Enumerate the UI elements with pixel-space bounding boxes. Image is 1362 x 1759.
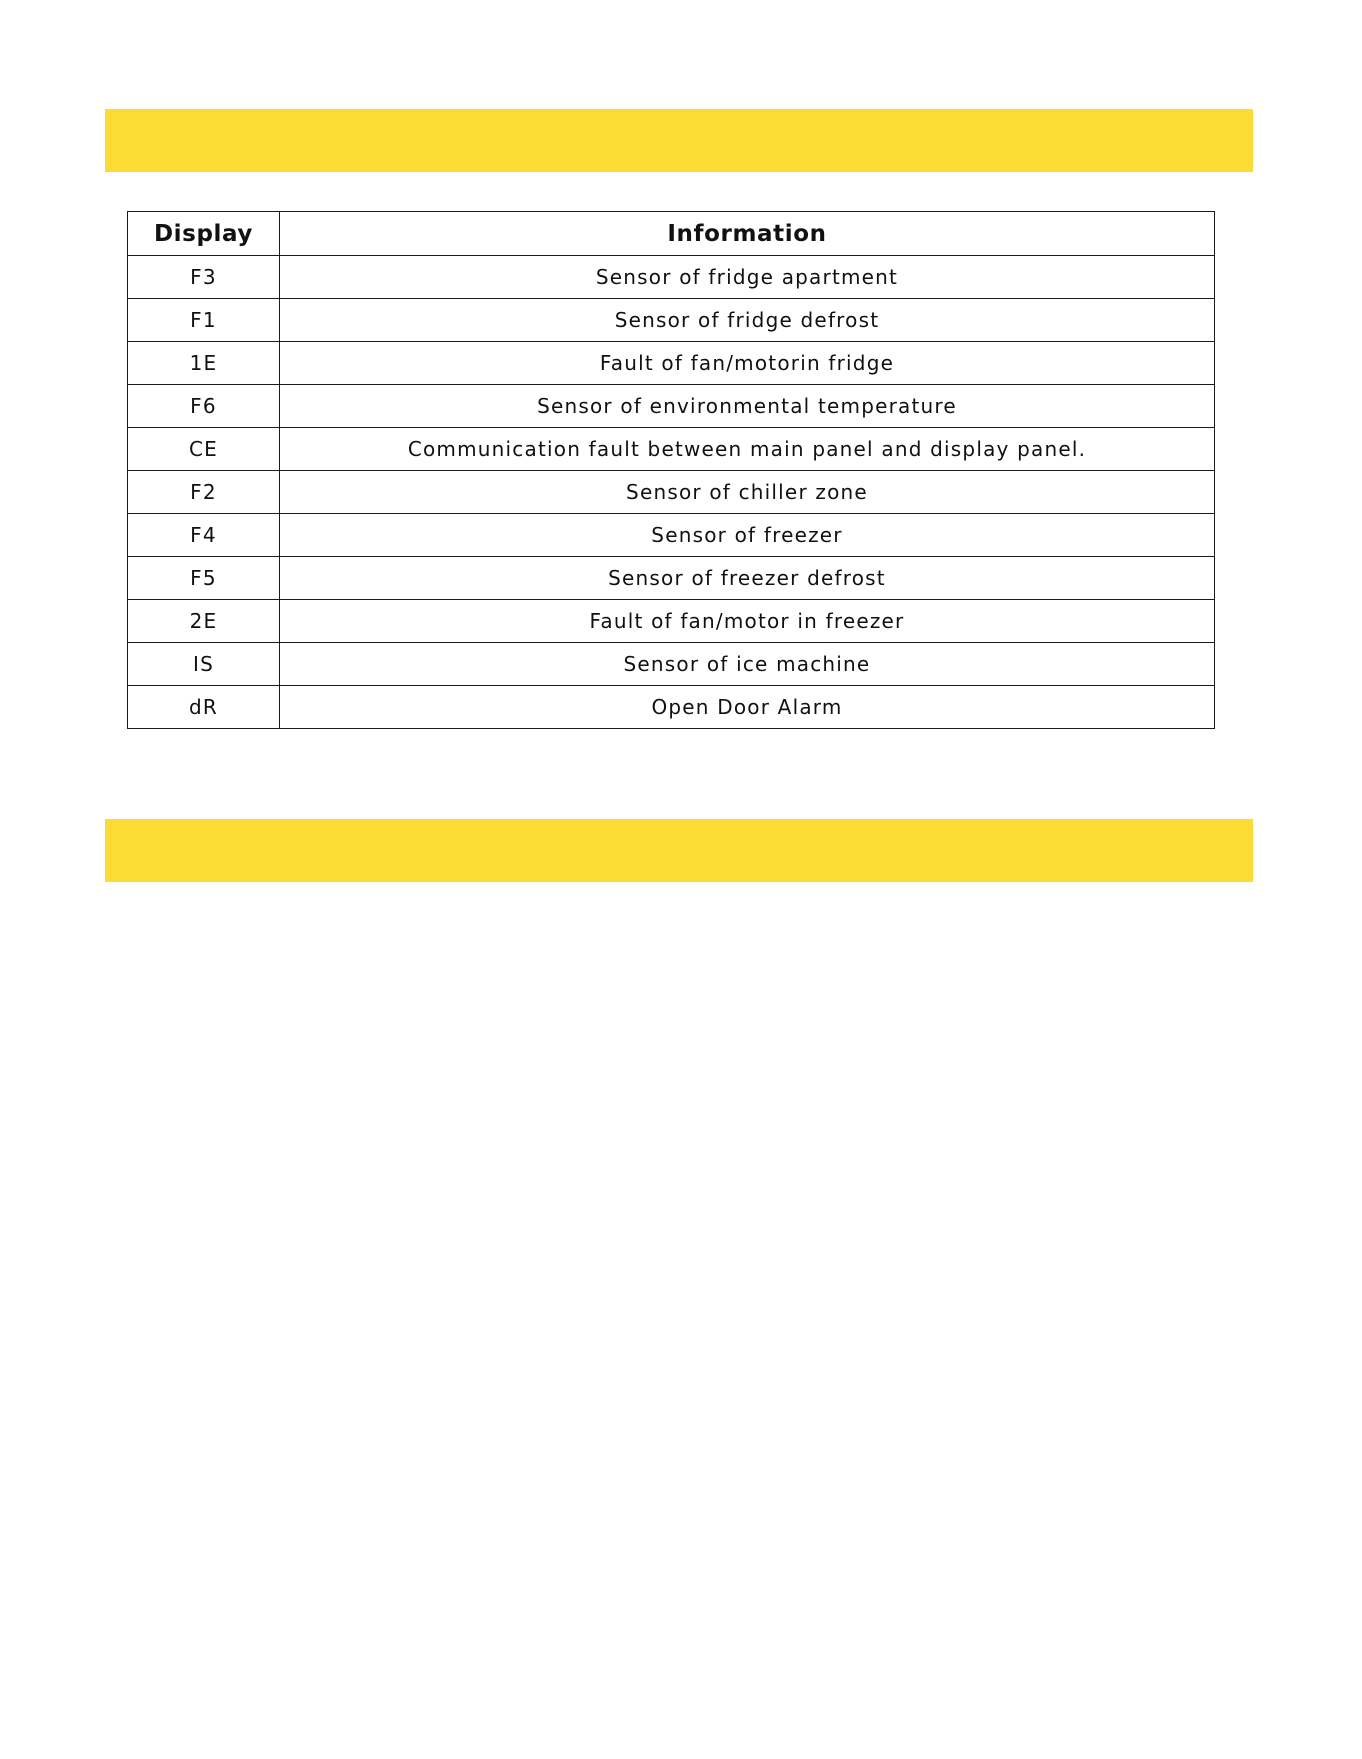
information-cell: Fault of fan/motor in freezer — [280, 600, 1215, 643]
table-row — [128, 342, 1215, 385]
section-header-band-top — [105, 109, 1253, 172]
table-row — [128, 256, 1215, 299]
display-code-cell: IS — [128, 643, 280, 686]
table-row — [128, 643, 1215, 686]
column-header-display: Display — [128, 212, 280, 256]
display-code-cell: dR — [128, 686, 280, 729]
information-cell: Sensor of chiller zone — [280, 471, 1215, 514]
information-cell: Fault of fan/motorin fridge — [280, 342, 1215, 385]
information-cell: Communication fault between main panel and display panel. — [280, 428, 1215, 471]
table-row — [128, 385, 1215, 428]
table-row — [128, 557, 1215, 600]
display-code-cell: F3 — [128, 256, 280, 299]
table-row — [128, 471, 1215, 514]
display-code-cell: 1E — [128, 342, 280, 385]
table-row — [128, 299, 1215, 342]
section-header-band-bottom — [105, 819, 1253, 882]
information-cell: Sensor of freezer defrost — [280, 557, 1215, 600]
display-code-cell: F2 — [128, 471, 280, 514]
column-header-information: Information — [280, 212, 1215, 256]
information-cell: Sensor of freezer — [280, 514, 1215, 557]
display-code-cell: F1 — [128, 299, 280, 342]
display-code-cell: F4 — [128, 514, 280, 557]
table-row — [128, 428, 1215, 471]
display-code-cell: F6 — [128, 385, 280, 428]
table-row — [128, 600, 1215, 643]
display-code-cell: 2E — [128, 600, 280, 643]
information-cell: Open Door Alarm — [280, 686, 1215, 729]
error-code-table — [127, 211, 1215, 729]
display-code-cell: F5 — [128, 557, 280, 600]
information-cell: Sensor of fridge defrost — [280, 299, 1215, 342]
information-cell: Sensor of environmental temperature — [280, 385, 1215, 428]
information-cell: Sensor of fridge apartment — [280, 256, 1215, 299]
table-row — [128, 686, 1215, 729]
display-code-cell: CE — [128, 428, 280, 471]
table-row — [128, 514, 1215, 557]
table-header-row — [128, 212, 1215, 256]
information-cell: Sensor of ice machine — [280, 643, 1215, 686]
